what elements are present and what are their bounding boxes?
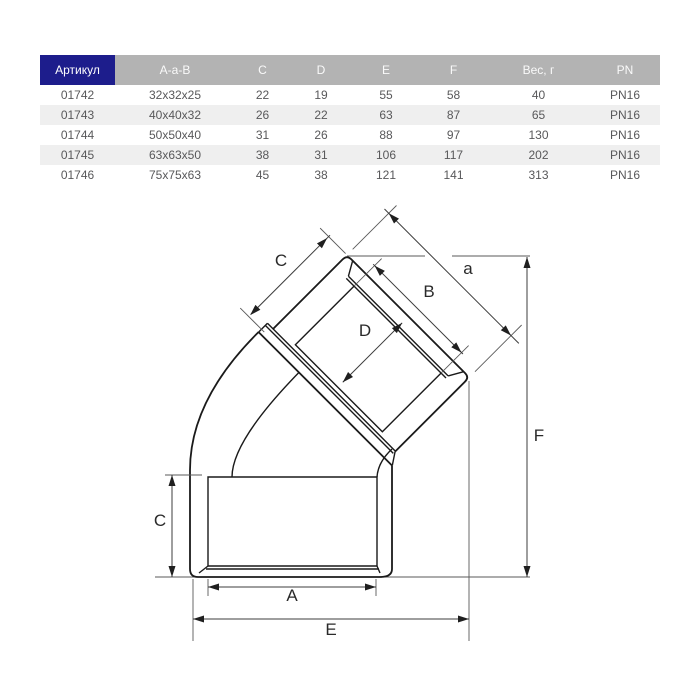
col-header-aab: A-a-B [115,55,235,85]
dim-arrow [365,584,376,591]
dim-d-line [343,323,402,382]
cell-c: 45 [235,165,290,185]
col-header-d: D [290,55,352,85]
cell-weight: 40 [487,85,590,105]
dim-label-e: E [325,620,337,639]
dim-label-a: a [463,259,473,278]
dim-label-b: B [423,282,435,301]
cell-d: 38 [290,165,352,185]
upper-socket-group [237,176,529,468]
cell-article: 01743 [40,105,115,125]
cell-c: 26 [235,105,290,125]
cell-weight: 202 [487,145,590,165]
cell-f: 58 [420,85,487,105]
bottom-socket-bore [208,477,377,566]
dim-arrow [458,616,469,623]
elbow-mid-curve [232,372,299,477]
dim-b-line [373,264,463,354]
cell-pn: PN16 [590,145,660,165]
col-header-c: C [235,55,290,85]
cell-e: 88 [352,125,420,145]
cell-weight: 313 [487,165,590,185]
cell-pn: PN16 [590,85,660,105]
cell-e: 121 [352,165,420,185]
col-header-weight: Вес, г [487,55,590,85]
cell-pn: PN16 [590,165,660,185]
cell-f: 97 [420,125,487,145]
col-header-pn: PN [590,55,660,85]
cell-article: 01744 [40,125,115,145]
cell-c: 38 [235,145,290,165]
cell-c: 31 [235,125,290,145]
dim-arrow [169,475,176,486]
col-header-e: E [352,55,420,85]
dim-a-ext-top [353,206,397,250]
cell-d: 26 [290,125,352,145]
dim-label-c-upper: C [274,251,288,270]
dim-arrow [524,257,531,268]
dim-c-upper-line [251,235,330,314]
cell-d: 22 [290,105,352,125]
col-header-f: F [420,55,487,85]
dim-arrow [208,584,219,591]
cell-pn: PN16 [590,125,660,145]
cell-weight: 65 [487,105,590,125]
flange-inner-edge2 [265,325,393,453]
elbow-body-outline [190,332,392,577]
dim-label-a-lower: A [286,586,298,605]
cell-f: 87 [420,105,487,125]
cell-size: 40x40x32 [115,105,235,125]
cell-e: 106 [352,145,420,165]
col-header-article: Артикул [40,55,115,85]
cell-f: 141 [420,165,487,185]
cell-d: 19 [290,85,352,105]
cell-e: 55 [352,85,420,105]
dim-b-ext2 [441,346,469,374]
dim-arrow [193,616,204,623]
dim-b-ext1 [354,259,382,287]
flange-cap-bottom [387,452,401,466]
cell-c: 22 [235,85,290,105]
cell-size: 32x32x25 [115,85,235,105]
cell-f: 117 [420,145,487,165]
cell-size: 63x63x50 [115,145,235,165]
dim-a-ext-bottom [475,325,522,372]
cell-size: 50x50x40 [115,125,235,145]
dim-label-f: F [533,426,545,445]
dim-arrow [169,566,176,577]
dim-label-c-lower: C [153,511,167,530]
cell-e: 63 [352,105,420,125]
cell-size: 75x75x63 [115,165,235,185]
cell-article: 01742 [40,85,115,105]
flange-inner-edge [267,323,395,451]
cell-article: 01745 [40,145,115,165]
cell-article: 01746 [40,165,115,185]
cell-weight: 130 [487,125,590,145]
cell-d: 31 [290,145,352,165]
dim-a-line [384,209,518,343]
dim-arrow [524,566,531,577]
dim-label-d: D [358,321,372,340]
cell-pn: PN16 [590,105,660,125]
upper-socket-bore [295,286,441,432]
